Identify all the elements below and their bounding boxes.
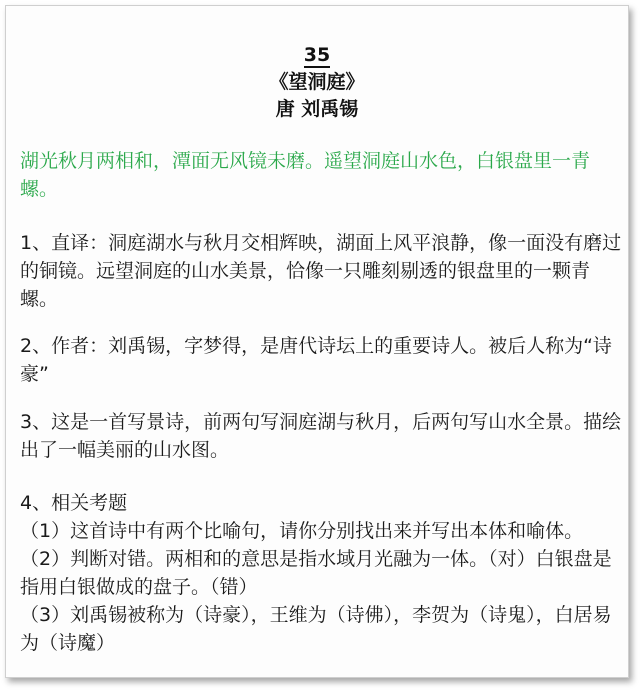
exam-question-3: （3）刘禹锡被称为（诗豪），王维为（诗佛），李贺为（诗鬼），白居易为（诗魔） xyxy=(20,604,612,654)
exam-title: 4、相关考题 xyxy=(20,492,128,514)
exam-section xyxy=(20,489,626,657)
exam-question-1: （1）这首诗中有两个比喻句，请你分别找出来并写出本体和喻体。 xyxy=(20,520,584,542)
summary-paragraph: 3、这是一首写景诗，前两句写洞庭湖与秋月，后两句写山水全景。描绘出了一幅美丽的山水图。 xyxy=(20,411,622,461)
translation-paragraph: 1、直译：洞庭湖水与秋月交相辉映，湖面上风平浪静，像一面没有磨过的铜镜。远望洞庭的山水美景，恰像一只雕刻剔透的银盘里的一颗青螺。 xyxy=(20,232,622,310)
poem-title: 《望洞庭》 xyxy=(269,71,365,93)
poem-number: 35 xyxy=(303,44,331,66)
poem-author: 唐 刘禹锡 xyxy=(275,98,359,120)
author-paragraph: 2、作者：刘禹锡，字梦得，是唐代诗坛上的重要诗人。被后人称为“诗豪” xyxy=(20,335,612,385)
document-card xyxy=(5,5,629,678)
poem-text: 湖光秋月两相和，潭面无风镜未磨。遥望洞庭山水色，白银盘里一青螺。 xyxy=(20,150,591,200)
exam-question-2: （2）判断对错。两相和的意思是指水域月光融为一体。（对）白银盘是指用白银做成的盘子。（错） xyxy=(20,548,612,598)
poem-header xyxy=(6,42,628,123)
